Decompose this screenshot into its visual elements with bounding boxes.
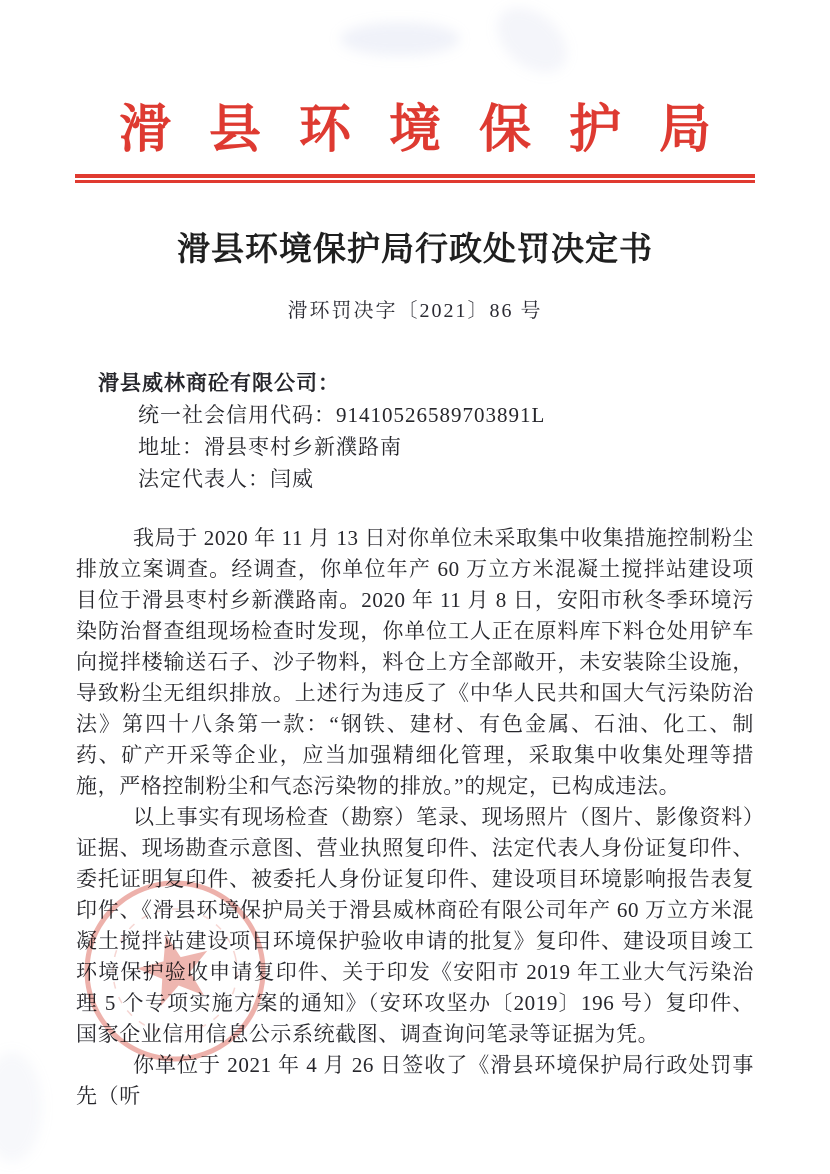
document-content <box>76 367 754 1112</box>
body-paragraph-evidence: 以上事实有现场检查（勘察）笔录、现场照片（图片、影像资料）证据、现场勘查示意图、营业执照复印件、法定代表人身份证复印件、委托证明复印件、被委托人身份证复印件、建设项目环境影响报告表复印件、《滑县环境保护局关于滑县威林商砼有限公司年产 60 万立方米混凝土搅拌站建设项目环境保护验收申请的批复》复印件、建设项目竣工环境保护验收申请复印件、关于印发《安阳市 2019 年工业大气污染治理 5 个专项实施方案的通知》（安环攻坚办〔2019〕196 号）复印件、国家企业信用信息公示系统截图、调查询问笔录等证据为凭。 <box>76 805 754 1046</box>
scan-artifact <box>0 1052 42 1162</box>
recipient-company-name: 滑县威林商砼有限公司： <box>98 371 340 395</box>
recipient-credit-code: 统一社会信用代码：91410526589703891L <box>138 403 546 427</box>
document-title: 滑县环境保护局行政处罚决定书 <box>177 232 653 268</box>
document-number: 滑环罚决字〔2021〕86 号 <box>287 300 543 322</box>
letterhead-agency-name: 滑县环境保护局 <box>118 102 749 159</box>
recipient-legal-representative: 法定代表人：闫威 <box>138 467 314 491</box>
recipient-block <box>76 367 754 495</box>
letterhead-divider-rule <box>75 174 755 183</box>
body-paragraph-facts: 我局于 2020 年 11 月 13 日对你单位未采取集中收集措施控制粉尘排放立案调查。经调查，你单位年产 60 万立方米混凝土搅拌站建设项目位于滑县枣村乡新濮路南。2020 年 11 月 8 日，安阳市秋冬季环境污染防治督查组现场检查时发现，你单位工人正在原料库下料仓处用铲车向搅拌楼输送石子、沙子物料，料仓上方全部敞开，未安装除尘设施，导致粉尘无组织排放。上述行为违反了《中华人民共和国大气污染防治法》第四十八条第一款：“钢铁、建材、有色金属、石油、化工、制药、矿产开采等企业，应当加强精细化管理，采取集中收集处理等措施，严格控制粉尘和气态污染物的排放。”的规定，已构成违法。 <box>76 526 754 798</box>
document-body <box>76 523 754 1112</box>
recipient-address: 地址：滑县枣村乡新濮路南 <box>138 435 402 459</box>
body-paragraph-notice: 你单位于 2021 年 4 月 26 日签收了《滑县环境保护局行政处罚事先（听 <box>76 1053 754 1108</box>
